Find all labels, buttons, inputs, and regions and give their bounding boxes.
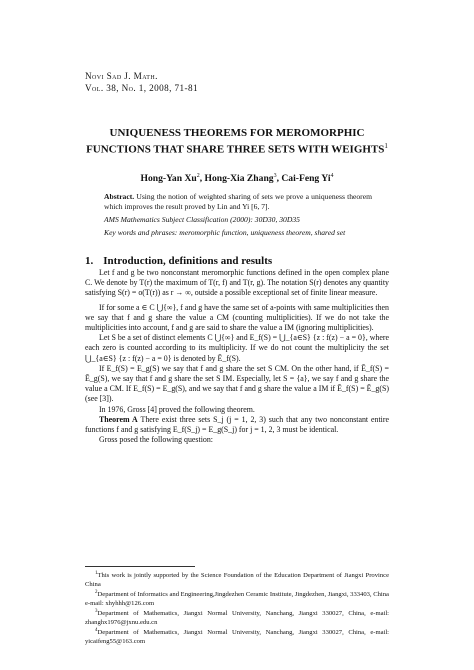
body-paragraph: If E_f(S) = E_g(S) we say that f and g share the set S CM. On the other hand, if Ē_f(S) = Ē_g(S), we say that f and g share the set S IM. Especially, let S = {a}, we say f and g share the value a CM. If E_f(S) = E_g(S), and we say that f and g share the value a IM if Ē_f(S) = Ē_g(S) (see [3]). [85, 363, 389, 404]
footnote-mark: 3 [95, 609, 98, 614]
author-separator: , [199, 173, 205, 185]
footnote-mark: 1 [95, 571, 98, 576]
body-text [85, 268, 389, 445]
author-mark: 4 [330, 173, 334, 179]
footnote [85, 627, 389, 646]
footnote-text: Department of Mathematics, Jiangxi Normal University, Nanchang, Jiangxi 330027, China, e-mail: yicaifeng55@163.com [85, 629, 389, 645]
author-mark: 2 [196, 173, 200, 179]
author-list [85, 173, 389, 184]
abstract-paragraph [104, 192, 372, 212]
theorem-text: There exist three sets S_j (j = 1, 2, 3) such that any two nonconstant entire functions f and g satisfying E_f(S_j) = E_g(S_j) for j = 1, 2, 3 must be identical. [85, 414, 389, 435]
author-mark: 3 [273, 173, 277, 179]
theorem-paragraph [85, 415, 389, 435]
footnote-text: Department of Mathematics, Jiangxi Normal University, Nanchang, Jiangxi 330027, China, e-mail: zhanghx1976@jxnu.edu.cn [85, 610, 389, 626]
footnote-text: Department of Informatics and Engineering,Jingdezhen Ceramic Institute, Jingdezhen, Jiangxi, 333403, China e-mail: xhyhhh@126.com [85, 591, 389, 607]
body-paragraph: In 1976, Gross [4] proved the following theorem. [99, 404, 255, 414]
footnote-mark: 2 [95, 590, 98, 595]
section-number: 1. [85, 255, 94, 267]
keywords: Key words and phrases: meromorphic function, uniqueness theorem, shared set [104, 228, 346, 237]
paper-title [85, 127, 389, 156]
title-footnote-mark: 1 [384, 141, 388, 150]
paper-title-text: UNIQUENESS THEOREMS FOR MEROMORPHIC FUNCTIONS THAT SHARE THREE SETS WITH WEIGHTS [86, 127, 385, 156]
body-paragraph: If for some a ∈ C ⋃{∞}, f and g have the same set of a-points with same multiplicities then we say that f and g share the value a CM (counting multiplicities). If we do not take the multiplicities into account, f and g are said to share the value a IM (ignoring multiplicities). [85, 302, 389, 333]
section-heading [85, 255, 272, 267]
footnote [85, 589, 389, 608]
body-paragraph: Let f and g be two nonconstant meromorphic functions defined in the open complex plane C. We denote by T(r) the maximum of T(r, f) and T(r, g). The notation S(r) denotes any quantity satisfying S(r) = o(T(r)) as r → ∞, outside a possible exceptional set of finite linear measure. [85, 268, 389, 298]
theorem-label: Theorem A [99, 414, 138, 424]
footnote [85, 608, 389, 627]
author-name: Hong-Xia Zhang [204, 173, 274, 185]
section-title: Introduction, definitions and results [103, 255, 273, 267]
author-name: Cai-Feng Yi [281, 173, 331, 185]
journal-volume: Vol. 38, No. 1, 2008, 71-81 [85, 83, 198, 93]
journal-header [85, 70, 198, 94]
journal-name: Novi Sad J. Math. [85, 71, 158, 81]
abstract-block [104, 192, 372, 241]
author-name: Hong-Yan Xu [140, 173, 197, 185]
abstract-label: Abstract. [104, 192, 135, 201]
footnote-text: This work is jointly supported by the Science Foundation of the Education Department of Jiangxi Province China [85, 572, 389, 588]
footnote [85, 570, 389, 589]
footnote-divider [85, 566, 195, 567]
ams-classification: AMS Mathematics Subject Classification (2000): 30D30, 30D35 [104, 215, 300, 224]
footnotes [85, 570, 389, 646]
author-separator: , [276, 173, 282, 185]
body-paragraph: Gross posed the following question: [99, 435, 213, 445]
abstract-text: Using the notion of weighted sharing of sets we prove a uniqueness theorem which improves the result proved by Lin and Yi [6, 7]. [104, 192, 372, 211]
footnote-mark: 4 [95, 628, 98, 633]
body-paragraph: Let S be a set of distinct elements C ⋃{∞} and E_f(S) = ⋃_{a∈S} {z : f(z) − a = 0}, where each zero is counted according to its multiplicity. If we do not count the multiplicity the set ⋃_{a∈S} {z : f(z) − a = 0} is denoted by Ē_f(S). [85, 333, 389, 363]
